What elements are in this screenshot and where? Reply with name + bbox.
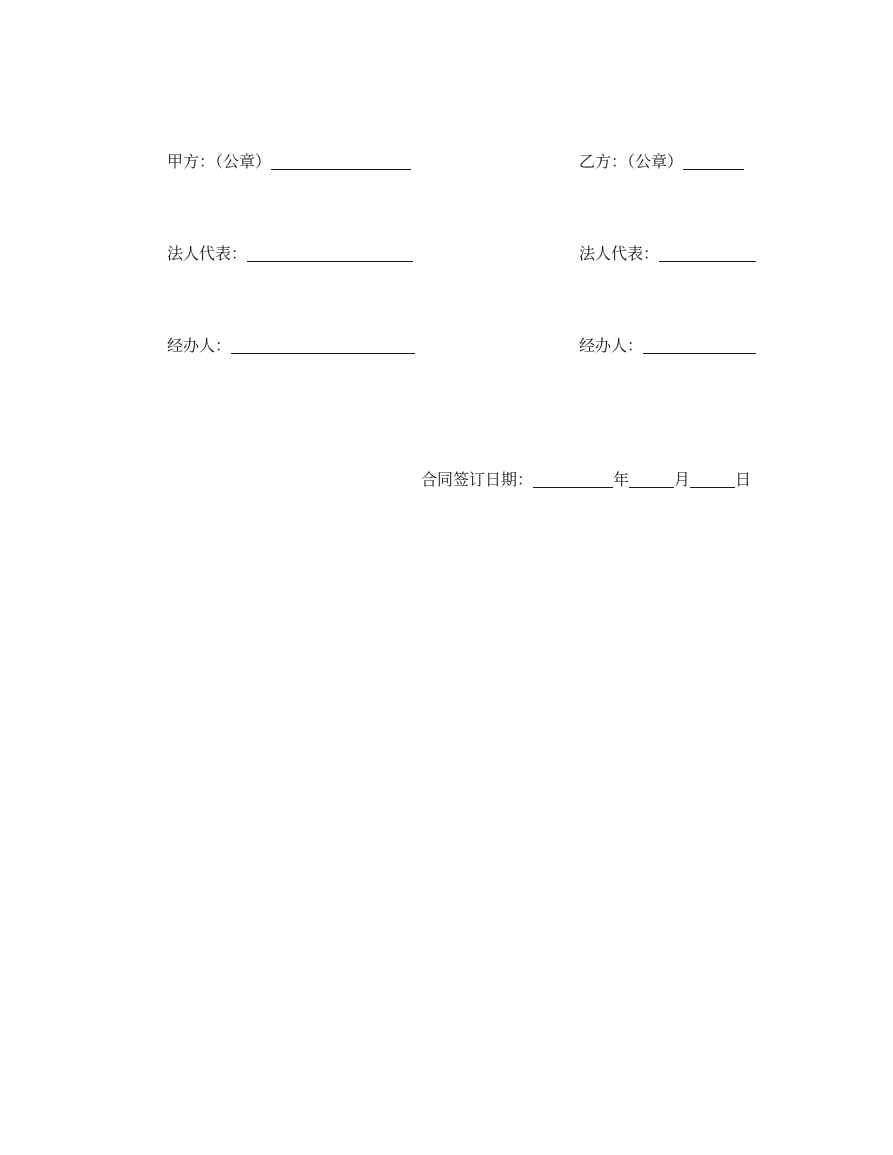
party-a-legal-rep-field [167, 244, 413, 264]
signing-day-blank [690, 471, 735, 488]
party-a-handler-field [167, 336, 415, 356]
party-a-legal-rep-label: 法人代表： [167, 244, 248, 263]
party-a-label: 甲方：（公章） [167, 152, 272, 171]
signing-date-field [421, 470, 751, 490]
party-b-legal-rep-field [579, 244, 756, 264]
signing-year-blank [533, 471, 613, 488]
party-a-seal-blank [271, 153, 411, 170]
party-b-handler-label: 经办人： [579, 336, 644, 355]
party-a-handler-label: 经办人： [167, 336, 232, 355]
party-b-legal-rep-label: 法人代表： [579, 244, 660, 263]
party-b-legal-rep-blank [659, 245, 756, 262]
signing-date-label: 合同签订日期： [421, 470, 534, 489]
month-unit: 月 [674, 470, 691, 489]
signing-month-blank [629, 471, 674, 488]
party-b-label: 乙方：（公章） [579, 152, 684, 171]
party-a-seal-field [167, 152, 411, 172]
party-b-handler-blank [643, 337, 756, 354]
party-b-handler-field [579, 336, 756, 356]
party-b-seal-field [579, 152, 744, 172]
year-unit: 年 [613, 470, 630, 489]
party-b-seal-blank [683, 153, 744, 170]
day-unit: 日 [735, 470, 752, 489]
party-a-handler-blank [231, 337, 415, 354]
party-a-legal-rep-blank [247, 245, 413, 262]
